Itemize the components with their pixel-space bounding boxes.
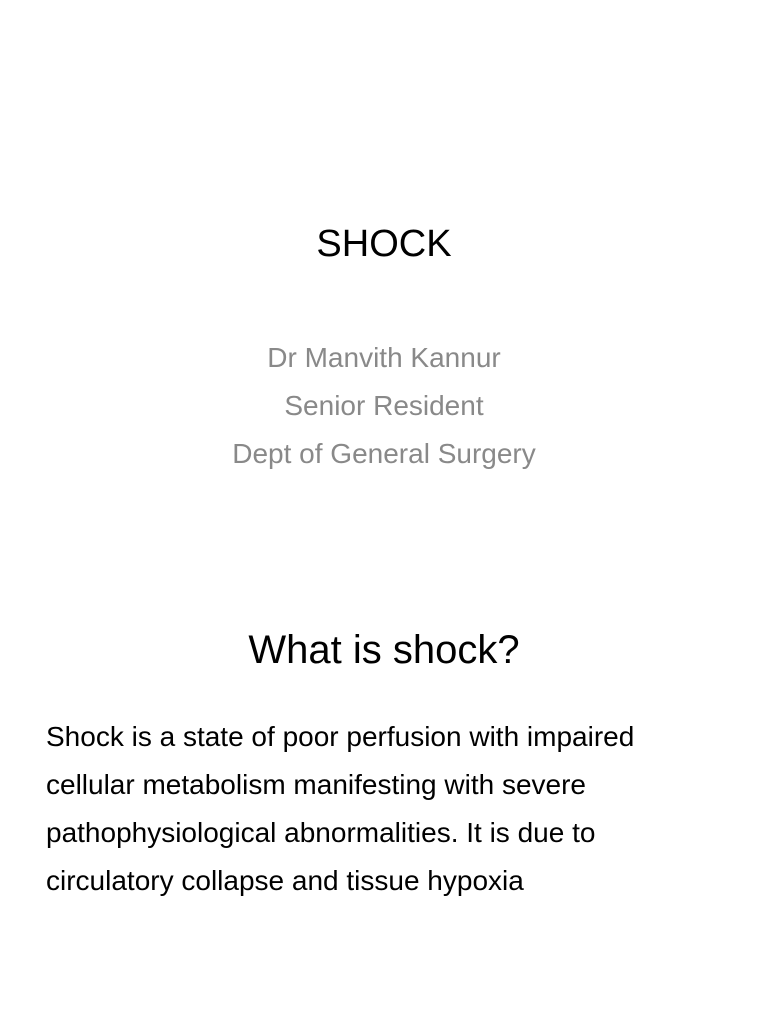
author-name: Dr Manvith Kannur xyxy=(267,342,501,373)
slide-title: SHOCK xyxy=(316,223,452,265)
definition-line: Shock is a state of poor perfusion with impaired xyxy=(46,721,635,752)
definition-line: circulatory collapse and tissue hypoxia xyxy=(46,865,524,896)
subtitle-block xyxy=(0,334,768,478)
definition-line: pathophysiological abnormalities. It is due to xyxy=(46,817,596,848)
author-position: Senior Resident xyxy=(284,390,484,421)
definition-line: cellular metabolism manifesting with severe xyxy=(46,769,586,800)
section-heading: What is shock? xyxy=(248,628,520,672)
author-department: Dept of General Surgery xyxy=(232,438,536,469)
definition-paragraph xyxy=(46,713,736,905)
